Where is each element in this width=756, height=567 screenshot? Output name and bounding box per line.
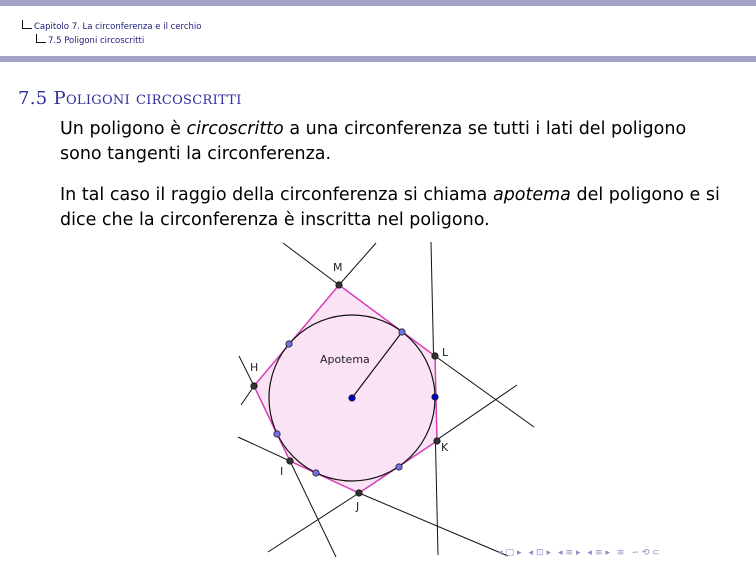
frame-icon[interactable]: □ — [505, 548, 516, 558]
beamer-navigation — [498, 548, 663, 558]
subsection-forward-icon[interactable]: ▸ — [546, 548, 553, 558]
vertex-l — [432, 353, 438, 359]
tangent-point — [396, 464, 402, 470]
tangent-line-ml — [339, 243, 376, 285]
section-back-icon[interactable]: ◂ — [557, 548, 564, 558]
vertex-label-j: J — [356, 500, 360, 513]
tangent-point — [286, 341, 292, 347]
vertex-label-m: M — [333, 261, 343, 274]
vertex-k — [434, 438, 440, 444]
align-icon[interactable]: ≡ — [616, 548, 626, 558]
chapter-forward-icon[interactable]: ▸ — [605, 548, 612, 558]
text-run: In tal caso il raggio della circonferenza si chiama — [60, 185, 493, 205]
breadcrumb-chapter-label: Capitolo 7. La circonferenza e il cerchio — [34, 22, 202, 32]
vertex-h — [251, 383, 257, 389]
text-run: a una circonferenza se tutti i lati del poligono sono tangenti la circonferenza. — [60, 119, 687, 164]
vertex-label-h: H — [250, 361, 259, 374]
vertex-label-i: I — [280, 465, 284, 478]
tangent-line-ji-ext — [268, 493, 359, 552]
breadcrumb-section-label: 7.5 Poligoni circoscritti — [48, 36, 145, 46]
apotema-label: Apotema — [320, 353, 370, 366]
tangent-point — [399, 329, 405, 335]
term-circoscritto: circoscritto — [186, 119, 284, 139]
tangent-line-hm — [283, 243, 339, 285]
term-apotema: apotema — [492, 185, 571, 205]
vertex-label-k: K — [441, 441, 449, 454]
tangent-point — [274, 431, 280, 437]
vertex-j — [356, 490, 362, 496]
circle-center — [349, 395, 355, 401]
section-icon[interactable]: ≡ — [565, 548, 575, 558]
text-run: del poligono e si dice che la circonferenza è inscritta nel poligono. — [60, 185, 720, 230]
circumscribed-hexagon — [254, 285, 437, 493]
frame-back-icon[interactable]: ◂ — [498, 548, 504, 558]
search-icon[interactable]: ∽ — [631, 548, 640, 558]
chapter-back-icon[interactable]: ◂ — [587, 548, 593, 558]
vertex-i — [287, 458, 293, 464]
text-run: Un poligono è — [60, 119, 187, 139]
frame-title: 7.5 Poligoni circoscritti — [18, 88, 242, 109]
section-forward-icon[interactable]: ▸ — [576, 548, 582, 558]
tangent-point — [313, 470, 319, 476]
subsection-icon[interactable]: ⊡ — [535, 548, 545, 558]
subsection-back-icon[interactable]: ◂ — [528, 548, 534, 558]
tangent-point — [432, 394, 438, 400]
zoom-icon[interactable]: ⟲ — [641, 548, 651, 558]
vertex-label-l: L — [442, 346, 449, 359]
chapter-icon[interactable]: ≡ — [594, 548, 604, 558]
tangent-line-lm-ext — [435, 356, 534, 427]
tangent-line-jk-ext — [359, 493, 508, 556]
frame-forward-icon[interactable]: ▸ — [517, 548, 523, 558]
vertex-m — [336, 282, 342, 288]
refresh-icon[interactable]: ⊂ — [652, 548, 661, 558]
